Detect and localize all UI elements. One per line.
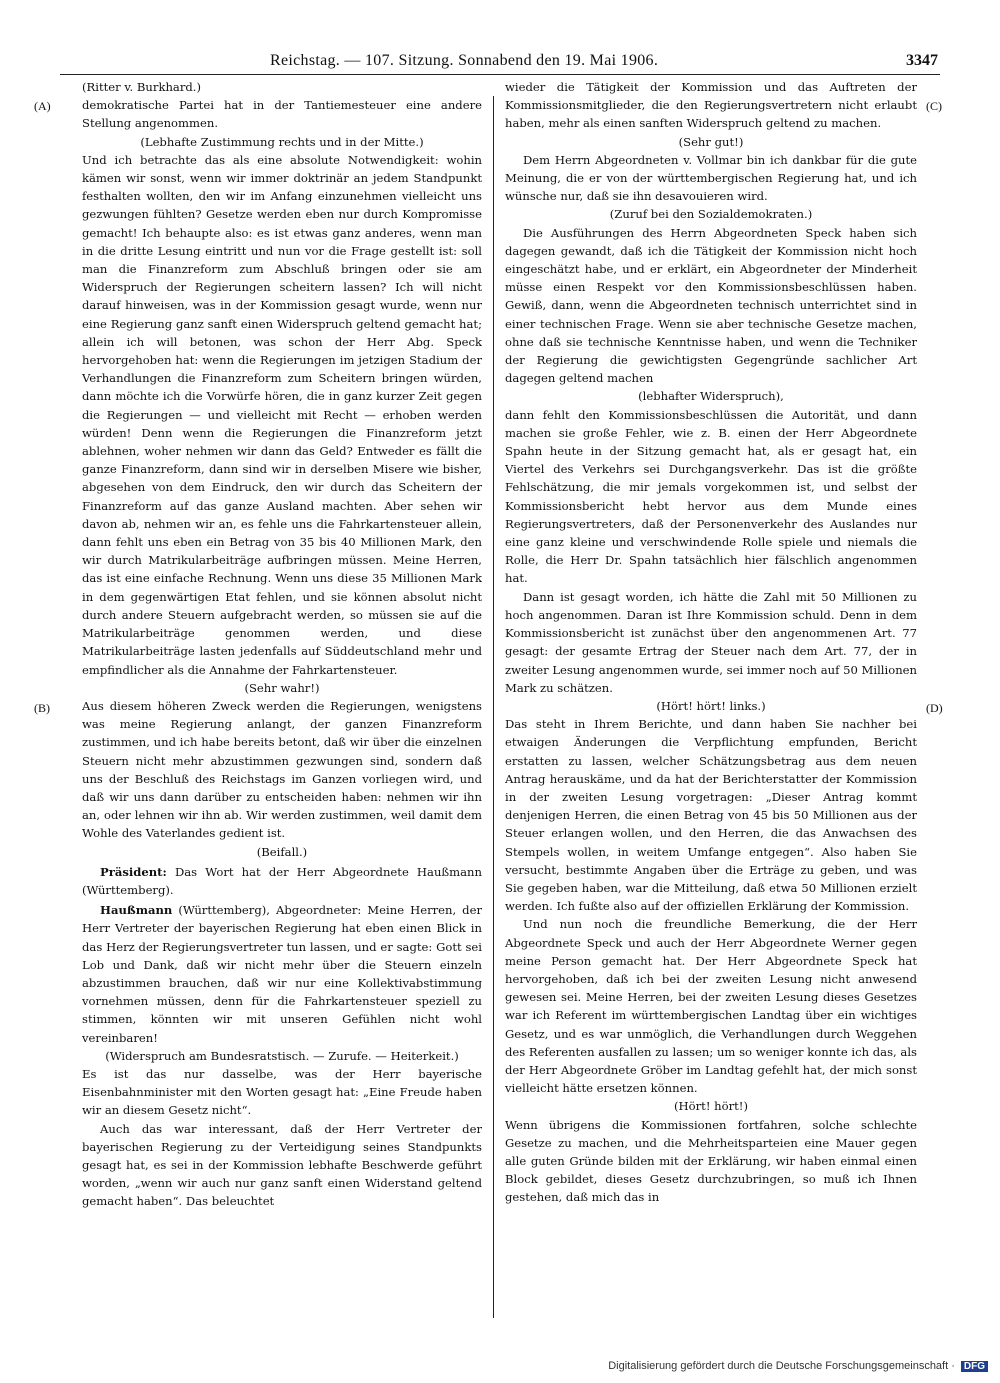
left-column — [82, 78, 482, 1318]
paragraph: Dem Herrn Abgeordneten v. Vollmar bin ich dankbar für die gute Meinung, die er von der württembergischen Regierung hat, und ich wünsche nur, daß sie ihn desavouieren wird. — [505, 152, 917, 204]
running-header — [60, 50, 940, 75]
statement-text: (Württemberg), Abgeordneter: Meine Herren, der Herr Vertreter der bayerischen Regierung hat eben einen Blick in das Herz der Regierungsvertreter tun lassen, und er sagte: Gott sei Lob und Dank, daß wir nicht mehr über die Steuern einzeln abzustimmen brauchen, daß wir nur eine Kollektivabstimmung vornehmen müssen, denn für die Fahrkartensteuer speziell zu stimmen, könnten wir mit unseren Gefühlen nicht wohl vereinbaren! — [82, 903, 482, 1045]
reaction: (Hört! hört! links.) — [656, 698, 766, 713]
speaker-name: Präsident: — [100, 864, 167, 879]
page-number: 3347 — [906, 52, 938, 69]
paragraph: Die Ausführungen des Herrn Abgeordneten Speck haben sich dagegen gewandt, daß ich die Tätigkeit der Kommission nicht hoch eingeschätzt habe, und er erklärt, ein Abgeordneter der Minderheit müsse einen Respekt vor den Kommissionsbeschlüssen haben. Gewiß, dann, wenn die Abgeordneten technisch unterrichtet sind in einer technischen Frage. Wenn sie aber technische Gesetze machen, ohne daß sie technische Kenntnisse haben, und wenn die Techniker der Regierung die gewichtigsten Gegengründe sachlicher Art dagegen geltend machen — [505, 225, 917, 386]
margin-marker-a: (A) — [34, 99, 51, 113]
statement-text: Das Wort hat der Herr Abgeordnete Haußmann (Württemberg). — [82, 864, 482, 897]
margin-marker-b: (B) — [34, 701, 50, 715]
dfg-logo: DFG — [961, 1361, 988, 1372]
paragraph: Es ist das nur dasselbe, was der Herr bayerische Eisenbahnminister mit den Worten gesagt hat: „Eine Freude haben wir an diesem Gesetz nicht“. — [82, 1066, 482, 1118]
paragraph: Auch das war interessant, daß der Herr Vertreter der bayerischen Regierung zu der Verteidigung seines Standpunkts gesagt hat, es sei in der Kommission lebhafte Beschwerde geführt worden, „wenn wir auch nur ganz sanft einen Widerstand geltend gemacht haben“. Das beleuchtet — [82, 1121, 482, 1209]
running-head: Reichstag. — 107. Sitzung. Sonnabend den 19. Mai 1906. — [270, 52, 659, 69]
footer-text: Digitalisierung gefördert durch die Deutsche Forschungsgemeinschaft · — [608, 1360, 955, 1372]
paragraph: Und nun noch die freundliche Bemerkung, die der Herr Abgeordnete Speck und auch der Herr Abgeordnete Werner gegen meine Person gemacht hat. Der Herr Abgeordnete Speck hat hervorgehoben, daß ich bei der zweiten Lesung nicht anwesend gewesen sei. Meine Herren, bei der zweiten Lesung dieses Gesetzes war ich Referent im württembergischen Landtag über ein wichtiges Gesetz, und es war unmöglich, die Verhandlungen durch Weggehen des Referenten ausfallen zu lassen; um so weniger konnte ich das, als der Herr Abgeordnete Gröber im Landtag gefehlt hat, der mich sonst vielleicht hätte ersetzen können. — [505, 917, 917, 1096]
margin-marker-c: (C) — [926, 99, 942, 113]
paragraph: Das steht in Ihrem Berichte, und dann haben Sie nachher bei etwaigen Änderungen die Verpflichtung empfunden, Bericht erstatten zu lassen, welcher Schätzungsbetrag aus dem neuen Antrag herauskäme, und da hat der Berichterstatter der Kommission in der zweiten Lesung vorgetragen: „Dieser Antrag kommt denjenigen Herren, die einen Betrag von 45 bis 50 Millionen aus der Steuer erlangen wollen, und den Herren, die das Anwachsen des Stempels wollen, in weitem Umfange entgegen“. Also haben Sie versucht, bestimmte Angaben über die Erträge zu geben, und was Sie gegeben haben, war die Mitteilung, daß etwa 50 Millionen erzielt werden. Ich fußte also auf der offiziellen Erklärung der Kommission. — [505, 717, 917, 914]
paragraph: Aus diesem höheren Zweck werden die Regierungen, wenigstens was meine Regierung anlangt, der ganzen Finanzreform zustimmen, und ich habe bereits betont, daß wir über die einzelnen Steuern nicht mehr abzustimmen gezwungen sind, sondern daß uns der Beschluß des Reichstags im Ganzen vorliegen wird, und daß wir uns dann darüber zu entscheiden haben: nehmen wir ihn an, oder lehnen wir ihn ab. Wir werden zustimmen, weil damit dem Wohle des Vaterlandes gedient ist. — [82, 698, 482, 841]
right-column — [505, 78, 917, 1318]
column-divider — [493, 96, 494, 1318]
speaker-continuation: (Ritter v. Burkhard.) — [82, 80, 202, 94]
reaction: (Hört! hört!) — [674, 1099, 748, 1114]
paragraph: Wenn übrigens die Kommissionen fortfahren, solche schlechte Gesetze zu machen, und die Mehrheitsparteien eine Mauer gegen alle guten Gründe bilden mit der Erklärung, wir haben einmal einen Block gebildet, dieses Gesetz durchzubringen, so muß ich Ihnen gestehen, daß mich das in — [505, 1117, 917, 1205]
reaction: (Zuruf bei den Sozialdemokraten.) — [609, 207, 813, 222]
paragraph: demokratische Partei hat in der Tantiemesteuer eine andere Stellung angenommen. — [82, 98, 482, 131]
paragraph: Dann ist gesagt worden, ich hätte die Zahl mit 50 Millionen zu hoch angenommen. Daran ist Ihre Kommission schuld. Denn in dem Kommissionsbericht ist zunächst über den angenommenen Art. 77 gesagt: der gesamte Ertrag der Steuer nach dem Art. 77, der in zweiter Lesung angenommen wurde, sei immer noch auf 50 Millionen Mark zu schätzen. — [505, 589, 917, 695]
speaker-name: Haußmann — [100, 903, 173, 918]
reaction: (Lebhafte Zustimmung rechts und in der Mitte.) — [140, 134, 424, 149]
president-statement — [82, 863, 482, 899]
reaction: (Sehr gut!) — [678, 134, 744, 149]
paragraph: Und ich betrachte das als eine absolute Notwendigkeit: wohin kämen wir sonst, wenn wir immer doktrinär an jedem Standpunkt festhalten wollten, den wir im Anfang einzunehmen vielleicht uns gezwungen fühlten? Gesetze werden eben nur durch Kompromisse gemacht! Ich behaupte also: es ist etwas ganz anderes, wenn man in die dritte Lesung eintritt und nun vor die Frage gestellt ist: soll man die Finanzreform zum Abschluß bringen oder sie am Widerspruch der Regierungen scheitern lassen? Ich will nicht darauf hinweisen, was in der Kommission gesagt wurde, wenn nur eine Regierung ganz sanft einen Widerspruch geltend gemacht hat; allein ich will betonen, was schon der Herr Abg. Speck hervorgehoben hat: wenn die Regierungen im jetzigen Stadium der Verhandlungen die Finanzreform zum Scheitern bringen würden, dann möchte ich die Vorwürfe hören, die in ganz kurzer Zeit gegen die Regierungen — und vielleicht mit Recht — erhoben werden würden! Denn wenn die Regierungen die Finanzreform jetzt ablehnen, woher nehmen wir dann das Geld? Entweder es fällt die ganze Finanzreform, dann sind wir in derselben Misere wie bisher, abgesehen von dem Eindruck, den wir durch das Scheitern der Finanzreform auf das ganze Ausland machten. Aber sehen wir davon ab, nehmen wir an, es fehle uns die Fahrkartensteuer allein, dann fehlt uns eben ein Betrag von 35 bis 40 Millionen Mark, den wir durch Matrikularbeiträge aufbringen müssen. Meine Herren, das ist eine einfache Rechnung. Wenn uns diese 35 Millionen Mark in dem gegenwärtigen Etat fehlen, und sie können absolut nicht durch andere Steuern aufgebracht werden, so müssen sie auf die Matrikularbeiträge genommen werden, und diese Matrikularbeiträge lasten jedenfalls auf Süddeutschland mehr und empfindlicher als die Annahme der Fahrkartensteuer. — [82, 152, 482, 677]
reaction: (Beifall.) — [256, 844, 308, 859]
reaction: (Sehr wahr!) — [244, 680, 320, 695]
speaker-statement — [82, 901, 482, 1047]
reaction: (lebhafter Widerspruch), — [638, 389, 784, 404]
reaction: (Widerspruch am Bundesratstisch. — Zurufe. — Heiterkeit.) — [105, 1048, 459, 1063]
paragraph: dann fehlt den Kommissionsbeschlüssen die Autorität, und dann machen sie große Fehler, wie z. B. einen der Herr Abgeordnete Spahn heute in der Sitzung gemacht hat, als er gesagt hat, ein Viertel des Verkehrs sei Durchgangsverkehr. Das ist die größte Fehlschätzung, die mir jemals vorgekommen ist, und selbst der Kommissionsbericht hebt hervor aus dem Munde eines Regierungsvertreters, daß der Personenverkehr des Auslandes nur eine ganz kleine und verschwindende Rolle spiele und niemals die Rolle, die Herr Dr. Spahn tatsächlich hier fälschlich angenommen hat. — [505, 407, 917, 586]
margin-marker-d: (D) — [926, 701, 943, 715]
paragraph: wieder die Tätigkeit der Kommission und das Auftreten der Kommissionsmitglieder, die den Regierungsvertretern nicht erlaubt haben, mehr als einen sanften Widerspruch geltend zu machen. — [505, 80, 917, 131]
digitization-footer — [590, 1360, 988, 1378]
